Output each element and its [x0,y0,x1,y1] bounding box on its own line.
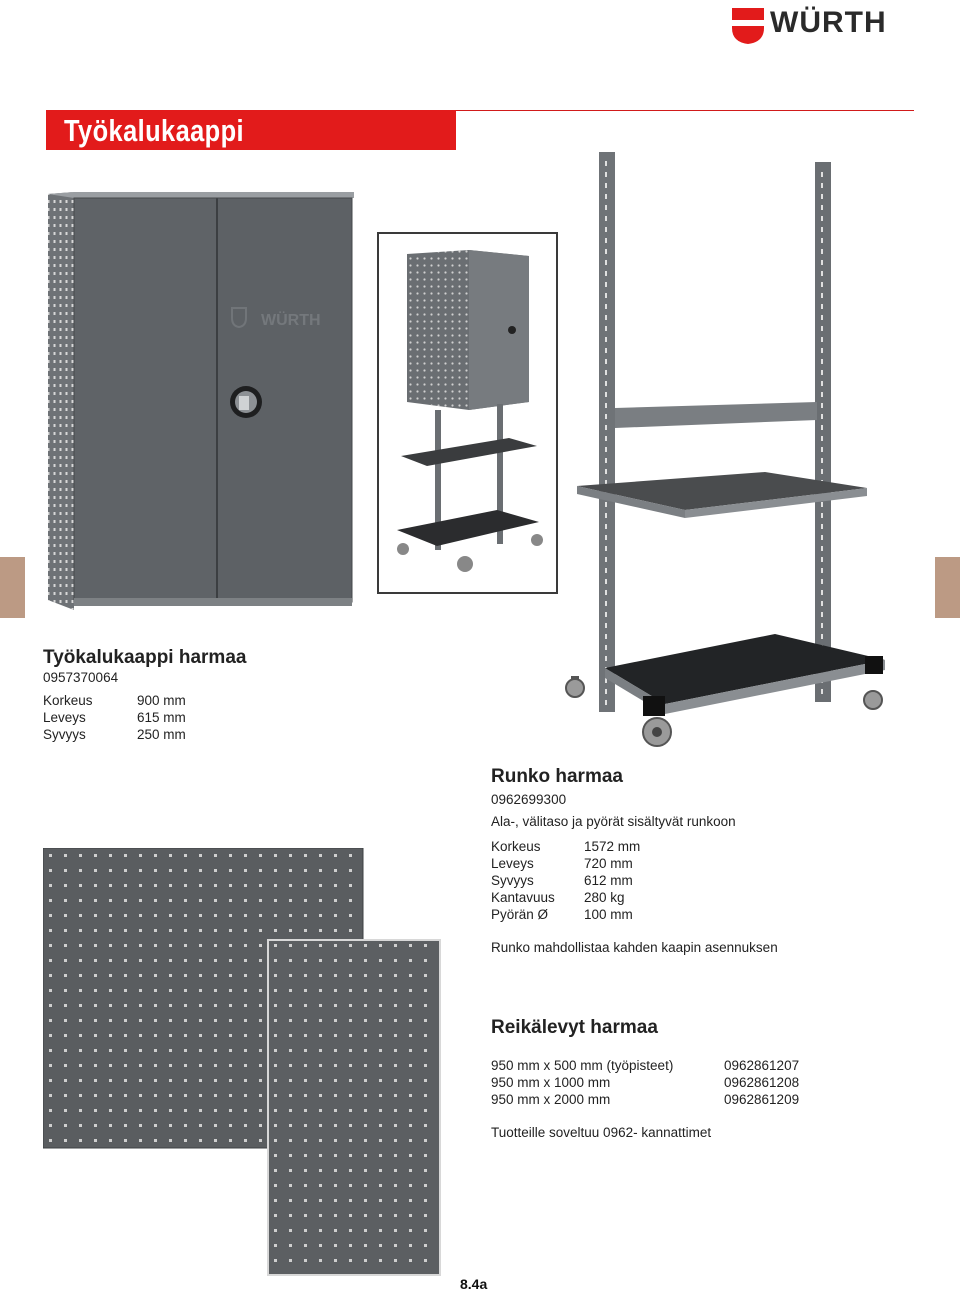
side-tab-right [935,557,960,618]
frame-note: Runko mahdollistaa kahden kaapin asennuksen [491,940,778,955]
table-row [491,1091,799,1108]
spec-value: 900 mm [137,693,186,708]
cabinet-title: Työkalukaappi harmaa [43,647,247,668]
spec-label: Korkeus [43,693,93,708]
spec-value: 720 mm [584,856,633,871]
pegboard-size: 950 mm x 1000 mm [491,1075,611,1090]
page-title: Työkalukaappi [64,113,245,148]
frame-with-cabinet-inset [377,232,558,594]
pegboard-code: 0962861207 [724,1058,800,1073]
wurth-logo [730,6,916,46]
spec-row [43,692,186,709]
frame-title: Runko harmaa [491,766,623,787]
spec-label: Syvyys [491,873,534,888]
pegboard-table [491,1057,799,1108]
spec-value: 250 mm [137,727,186,742]
side-tab-left [0,557,25,618]
spec-row [491,889,640,906]
table-row [491,1074,799,1091]
pegboard-size: 950 mm x 500 mm (työpisteet) [491,1058,674,1073]
spec-label: Leveys [491,856,534,871]
spec-label: Syvyys [43,727,86,742]
pegboard-size: 950 mm x 2000 mm [491,1092,611,1107]
spec-value: 612 mm [584,873,633,888]
spec-value: 1572 mm [584,839,641,854]
spec-row [491,906,640,923]
pegboard-code: 0962861208 [724,1075,800,1090]
frame-code: 0962699300 [491,792,567,807]
cabinet-code: 0957370064 [43,670,119,685]
spec-row [43,726,186,743]
spec-label: Pyörän Ø [491,907,549,922]
title-rule [456,110,914,111]
wurth-logo-icon [730,6,766,46]
wurth-logo-text: WÜRTH [770,6,887,39]
pegboard-title: Reikälevyt harmaa [491,1017,658,1038]
cabinet-embossed-logo: WÜRTH [261,312,321,329]
cabinet-specs [43,692,186,743]
spec-label: Leveys [43,710,86,725]
page-title-bar [46,110,456,150]
spec-value: 615 mm [137,710,186,725]
frame-image [555,148,895,763]
spec-row [491,838,640,855]
frame-specs [491,838,640,923]
spec-row [491,872,640,889]
pegboard-note: Tuotteille soveltuu 0962- kannattimet [491,1125,712,1140]
page-number: 8.4a [460,1276,488,1292]
pegboard-image [43,848,463,1283]
cabinet-image [46,190,356,620]
spec-value: 280 kg [584,890,625,905]
spec-row [43,709,186,726]
spec-value: 100 mm [584,907,633,922]
pegboard-code: 0962861209 [724,1092,800,1107]
spec-label: Korkeus [491,839,541,854]
spec-label: Kantavuus [491,890,555,905]
spec-row [491,855,640,872]
table-row [491,1057,799,1074]
frame-subtitle: Ala-, välitaso ja pyörät sisältyvät runkoon [491,814,736,829]
